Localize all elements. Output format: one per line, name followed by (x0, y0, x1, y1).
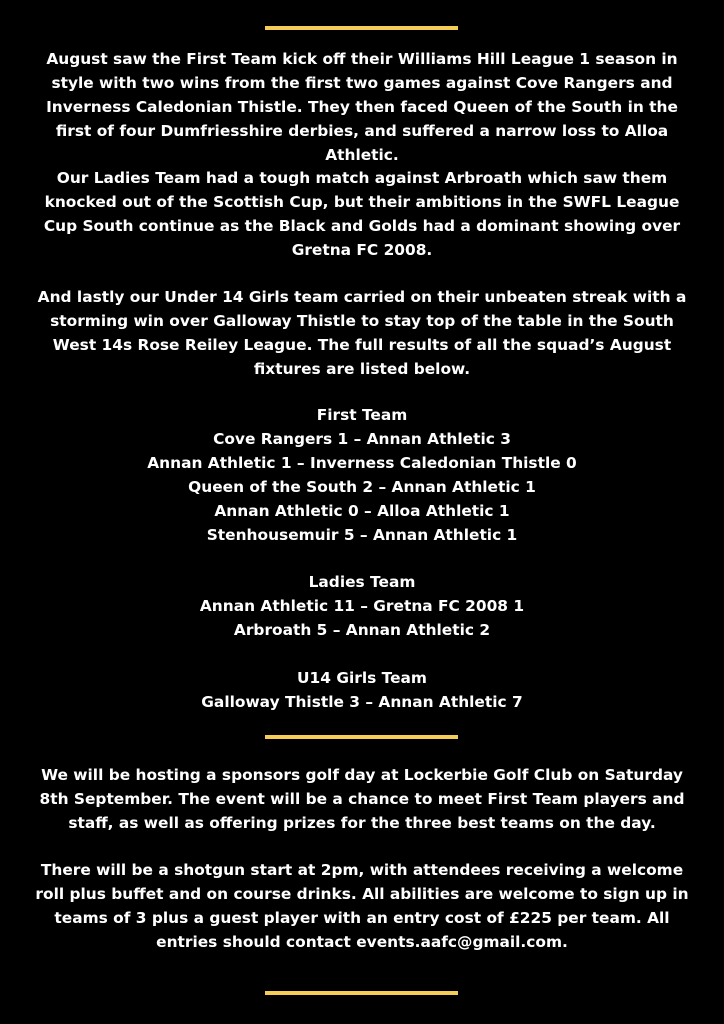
fixture-result: Cove Rangers 1 – Annan Athletic 3 (213, 429, 511, 448)
fixture-result: Annan Athletic 1 – Inverness Caledonian Thistle 0 (147, 453, 577, 472)
ladies-team-results (30, 571, 694, 643)
intro-paragraph-2-text: Our Ladies Team had a tough match against Arbroath which saw them knocked out of the Scottish Cup, but their ambitions in the SWFL League Cup South continue as the Black and Golds had a dominant showing over Gretna FC 2008. (43, 169, 681, 259)
middle-divider (265, 735, 458, 739)
top-divider (265, 26, 458, 30)
first-team-heading: First Team (316, 406, 408, 424)
fixture-result: Queen of the South 2 – Annan Athletic 1 (188, 477, 536, 496)
intro-paragraph-3 (30, 286, 694, 382)
intro-paragraph-3-text: And lastly our Under 14 Girls team carried on their unbeaten streak with a storming win over Galloway Thistle to stay top of the table in the South West 14s Rose Reiley League. The full results of all the squad’s August fixtures are listed below. (37, 288, 687, 378)
fixture-result: Annan Athletic 11 – Gretna FC 2008 1 (199, 597, 525, 616)
golf-paragraph-2-text: There will be a shotgun start at 2pm, with attendees receiving a welcome roll plus buffet and on course drinks. All abilities are welcome to sign up in teams of 3 plus a guest player with an entry cost of £225 per team. All entries should contact events.aafc@gmail.com. (35, 861, 689, 951)
golf-paragraph-1 (30, 764, 694, 836)
ladies-team-heading: Ladies Team (308, 573, 416, 592)
golf-paragraph-2 (30, 859, 694, 955)
first-team-results (30, 404, 694, 547)
bottom-divider (265, 991, 458, 995)
fixture-result: Galloway Thistle 3 – Annan Athletic 7 (201, 692, 523, 711)
golf-paragraph-1-text: We will be hosting a sponsors golf day at Lockerbie Golf Club on Saturday 8th September. The event will be a chance to meet First Team players and staff, as well as offering prizes for the three best teams on the day. (39, 766, 685, 832)
intro-paragraph-2 (30, 167, 694, 263)
intro-paragraph-1-text: August saw the First Team kick off their Williams Hill League 1 season in style with two wins from the first two games against Cove Rangers and Inverness Caledonian Thistle. They then faced Queen of the South in the first of four Dumfriesshire derbies, and suffered a narrow loss to Alloa Athletic. (46, 50, 678, 164)
results-list (30, 404, 694, 715)
u14-girls-team-heading: U14 Girls Team (297, 668, 427, 687)
fixture-result: Arbroath 5 – Annan Athletic 2 (233, 621, 491, 640)
u14-girls-team-results (30, 667, 694, 715)
fixture-result: Annan Athletic 0 – Alloa Athletic 1 (214, 501, 510, 520)
fixture-result: Stenhousemuir 5 – Annan Athletic 1 (206, 525, 518, 544)
intro-paragraph-1 (30, 48, 694, 168)
